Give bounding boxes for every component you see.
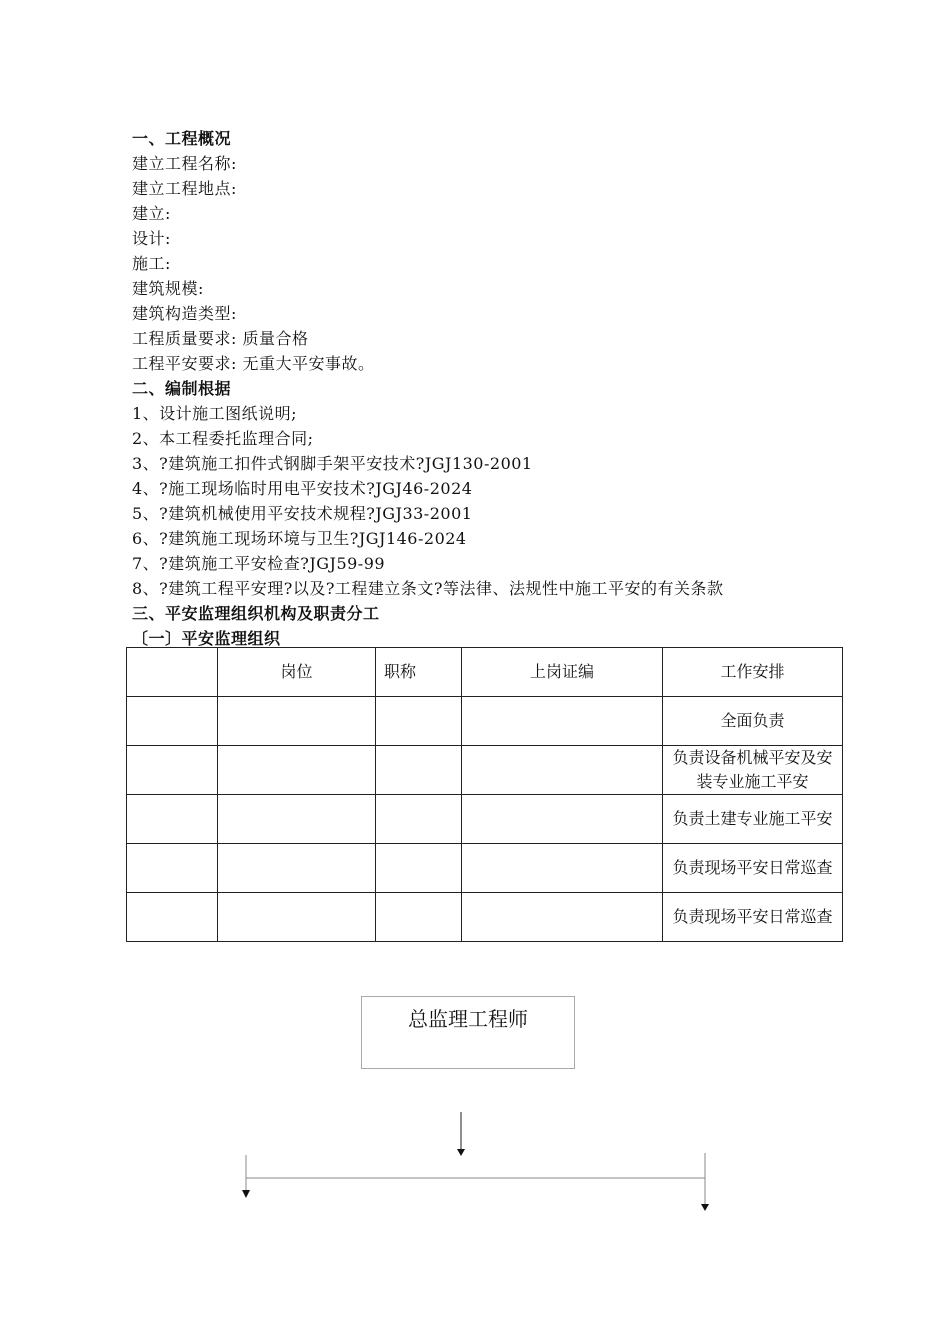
text-line: 4、?施工现场临时用电平安技术?JGJ46-2024 [132,479,473,498]
text-line: 设计: [132,229,171,248]
header-cell: 工作安排 [663,648,843,697]
section-heading: 三、平安监理组织机构及职责分工 [132,604,380,623]
text-line: 3、?建筑施工扣件式钢脚手架平安技术?JGJ130-2001 [132,454,533,473]
text-line: 建筑规模: [132,279,204,298]
table-cell: 负责现场平安日常巡查 [663,844,843,893]
section-heading: 二、编制根据 [132,379,232,398]
text-line: 工程平安要求: 无重大平安事故。 [132,354,375,373]
arrow-down-icon [242,1190,250,1198]
chief-supervisor-box: 总监理工程师 [361,996,575,1069]
table-cell: 负责现场平安日常巡查 [663,893,843,942]
table-cell: 负责设备机械平安及安装专业施工平安 [663,746,843,795]
arrow-down-icon [701,1204,709,1211]
text-line: 2、本工程委托监理合同; [132,429,314,448]
text-line: 8、?建筑工程平安理?以及?工程建立条文?等法律、法规性中施工平安的有关条款 [132,579,724,598]
text-line: 7、?建筑施工平安检查?JGJ59-99 [132,554,386,573]
text-line: 建立工程名称: [132,154,237,173]
header-cell: 职称 [376,648,462,697]
section-heading: 〔一〕平安监理组织 [132,629,281,648]
table-cell: 负责土建专业施工平安 [663,795,843,844]
header-cell: 上岗证编 [462,648,663,697]
header-cell: 岗位 [218,648,376,697]
text-line: 建立工程地点: [132,179,237,198]
text-line: 建立: [132,204,171,223]
arrow-down-icon [457,1149,465,1156]
text-line: 1、设计施工图纸说明; [132,404,298,423]
text-line: 建筑构造类型: [132,304,237,323]
text-line: 施工: [132,254,171,273]
table-cell: 全面负责 [663,697,843,746]
text-line: 6、?建筑施工现场环境与卫生?JGJ146-2024 [132,529,467,548]
section-heading: 一、工程概况 [132,129,232,148]
text-line: 5、?建筑机械使用平安技术规程?JGJ33-2001 [132,504,473,523]
text-line: 工程质量要求: 质量合格 [132,329,309,348]
